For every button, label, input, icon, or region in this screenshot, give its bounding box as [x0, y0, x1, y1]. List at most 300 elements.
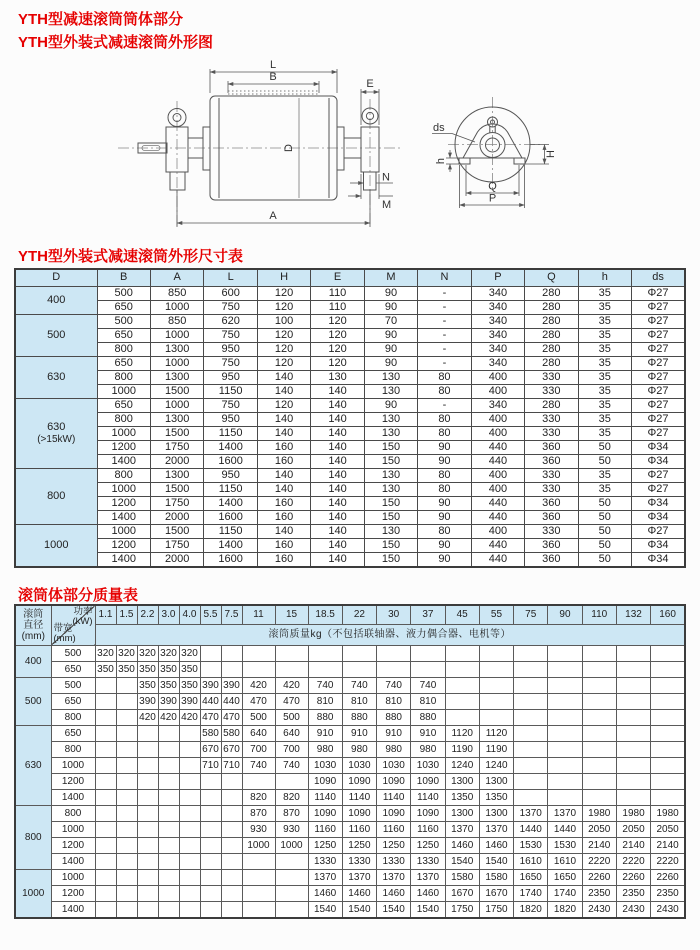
weight-table-row — [15, 677, 685, 693]
weight-value-cell — [582, 709, 616, 725]
dim-value-cell: 400 — [471, 412, 524, 426]
dim-value-cell: 35 — [578, 342, 631, 356]
weight-value-cell: 1650 — [514, 869, 548, 885]
weight-value-cell — [514, 741, 548, 757]
dim-label-L: L — [269, 59, 277, 71]
weight-value-cell — [445, 645, 479, 661]
weight-value-cell: 1300 — [479, 805, 513, 821]
dim-value-cell: 120 — [257, 398, 310, 412]
dim-value-cell: 2000 — [150, 510, 203, 524]
dim-table-row — [15, 440, 685, 454]
dim-value-cell: 130 — [364, 384, 417, 398]
weight-value-cell: 470 — [221, 709, 242, 725]
weight-value-cell — [548, 757, 582, 773]
bandwidth-cell: 800 — [51, 709, 95, 725]
dim-value-cell: 90 — [364, 342, 417, 356]
weight-value-cell: 910 — [342, 725, 376, 741]
weight-value-cell — [200, 661, 221, 677]
dim-label-ds: ds — [433, 122, 445, 134]
weight-value-cell — [221, 869, 242, 885]
weight-value-cell — [514, 693, 548, 709]
weight-value-cell: 1160 — [342, 821, 376, 837]
dim-value-cell: 330 — [525, 482, 578, 496]
bandwidth-cell: 1200 — [51, 837, 95, 853]
weight-value-cell: 320 — [158, 645, 179, 661]
bandwidth-cell: 650 — [51, 693, 95, 709]
weight-value-cell — [116, 773, 137, 789]
dim-value-cell: 140 — [311, 510, 364, 524]
weight-value-cell: 700 — [242, 741, 275, 757]
dim-column-header: D — [15, 269, 97, 286]
weight-value-cell — [116, 709, 137, 725]
dim-value-cell: 35 — [578, 468, 631, 482]
weight-value-cell — [179, 837, 200, 853]
dim-value-cell: 150 — [364, 496, 417, 510]
dim-value-cell: 50 — [578, 454, 631, 468]
weight-value-cell: 1030 — [377, 757, 411, 773]
weight-value-cell: 1370 — [377, 869, 411, 885]
dim-value-cell: 360 — [525, 538, 578, 552]
dim-table-row — [15, 328, 685, 342]
weight-value-cell: 740 — [308, 677, 342, 693]
dim-value-cell: 360 — [525, 454, 578, 468]
dim-value-cell: - — [418, 328, 471, 342]
weight-value-cell: 2350 — [582, 885, 616, 901]
weight-value-cell — [158, 837, 179, 853]
dim-value-cell: Φ34 — [632, 538, 685, 552]
weight-value-cell — [137, 853, 158, 869]
dim-value-cell: 130 — [364, 482, 417, 496]
dim-value-cell: 440 — [471, 496, 524, 510]
weight-value-cell — [275, 901, 308, 918]
weight-value-cell: 1530 — [514, 837, 548, 853]
drum-diameter-header-line: 直径 — [23, 619, 44, 631]
dim-value-cell: 500 — [97, 314, 150, 328]
weight-value-cell — [116, 789, 137, 805]
dim-value-cell: 90 — [364, 328, 417, 342]
weight-value-cell: 1460 — [479, 837, 513, 853]
dim-label-D: D — [283, 144, 295, 152]
bandwidth-cell: 650 — [51, 725, 95, 741]
weight-value-cell — [445, 661, 479, 677]
weight-value-cell — [242, 853, 275, 869]
dim-value-cell: 120 — [257, 328, 310, 342]
weight-value-cell: 390 — [158, 693, 179, 709]
dim-value-cell: 1400 — [204, 440, 257, 454]
weight-value-cell: 1540 — [445, 853, 479, 869]
weight-value-cell — [582, 725, 616, 741]
weight-value-cell — [651, 677, 685, 693]
weight-table-row — [15, 757, 685, 773]
dim-value-cell: 150 — [364, 538, 417, 552]
dim-value-cell: 130 — [311, 370, 364, 384]
dim-value-cell: 340 — [471, 342, 524, 356]
weight-value-cell: 1750 — [479, 901, 513, 918]
weight-value-cell — [95, 757, 116, 773]
weight-value-cell — [116, 885, 137, 901]
weight-value-cell: 670 — [200, 741, 221, 757]
dim-table-row — [15, 552, 685, 567]
dim-table-row — [15, 300, 685, 314]
weight-value-cell — [651, 645, 685, 661]
weight-value-cell — [200, 901, 221, 918]
weight-table-row — [15, 885, 685, 901]
weight-value-cell — [137, 741, 158, 757]
weight-value-cell: 390 — [221, 677, 242, 693]
weight-value-cell: 2050 — [616, 821, 650, 837]
weight-value-cell: 390 — [179, 693, 200, 709]
weight-value-cell: 1250 — [377, 837, 411, 853]
dim-value-cell: 1600 — [204, 510, 257, 524]
weight-value-cell: 500 — [275, 709, 308, 725]
dim-value-cell: 140 — [311, 468, 364, 482]
drum-diameter-cell: 630 — [15, 356, 97, 398]
weight-table-row — [15, 645, 685, 661]
dim-value-cell: 140 — [311, 496, 364, 510]
dim-value-cell: 50 — [578, 496, 631, 510]
dim-table-row — [15, 356, 685, 370]
dim-value-cell: 340 — [471, 286, 524, 300]
weight-value-cell: 1670 — [445, 885, 479, 901]
dim-table-row — [15, 510, 685, 524]
dim-value-cell: 500 — [97, 286, 150, 300]
power-column-header: 7.5 — [221, 605, 242, 624]
weight-table-row — [15, 693, 685, 709]
weight-value-cell — [377, 645, 411, 661]
weight-value-cell — [179, 869, 200, 885]
weight-value-cell: 1370 — [411, 869, 445, 885]
weight-value-cell: 1120 — [445, 725, 479, 741]
weight-value-cell — [95, 677, 116, 693]
dim-value-cell: 440 — [471, 510, 524, 524]
weight-value-cell: 1160 — [411, 821, 445, 837]
weight-value-cell: 1090 — [308, 805, 342, 821]
dim-label-M: M — [382, 199, 392, 211]
dim-value-cell: 120 — [311, 328, 364, 342]
dim-value-cell: Φ27 — [632, 286, 685, 300]
dim-value-cell: 90 — [364, 300, 417, 314]
weight-table-row — [15, 901, 685, 918]
weight-value-cell — [342, 645, 376, 661]
dim-value-cell: 440 — [471, 440, 524, 454]
weight-value-cell — [548, 789, 582, 805]
weight-value-cell — [179, 757, 200, 773]
weight-value-cell: 1190 — [479, 741, 513, 757]
weight-value-cell — [95, 821, 116, 837]
dim-value-cell: 140 — [257, 426, 310, 440]
weight-value-cell: 810 — [377, 693, 411, 709]
dim-column-header: E — [311, 269, 364, 286]
dim-value-cell: 400 — [471, 384, 524, 398]
dim-value-cell: 140 — [311, 482, 364, 496]
weight-value-cell: 1740 — [548, 885, 582, 901]
weight-value-cell — [200, 869, 221, 885]
power-column-header: 4.0 — [179, 605, 200, 624]
bandwidth-cell: 1000 — [51, 869, 95, 885]
dim-value-cell: 750 — [204, 356, 257, 370]
dim-table-row — [15, 398, 685, 412]
dim-value-cell: 650 — [97, 356, 150, 370]
weight-value-cell — [179, 901, 200, 918]
weight-value-cell: 2050 — [582, 821, 616, 837]
dim-value-cell: Φ34 — [632, 454, 685, 468]
dim-value-cell: 80 — [418, 370, 471, 384]
weight-value-cell: 1250 — [308, 837, 342, 853]
weight-value-cell: 980 — [377, 741, 411, 757]
weight-value-cell — [95, 901, 116, 918]
dim-value-cell: 90 — [364, 286, 417, 300]
weight-value-cell — [221, 885, 242, 901]
dim-value-cell: 1500 — [150, 426, 203, 440]
weight-value-cell: 1030 — [342, 757, 376, 773]
dim-value-cell: Φ27 — [632, 370, 685, 384]
weight-value-cell — [514, 757, 548, 773]
dim-value-cell: 35 — [578, 286, 631, 300]
weight-value-cell: 2260 — [651, 869, 685, 885]
weight-value-cell: 1610 — [514, 853, 548, 869]
weight-value-cell — [616, 645, 650, 661]
weight-value-cell — [95, 869, 116, 885]
weight-value-cell — [616, 757, 650, 773]
dim-table-row — [15, 454, 685, 468]
weight-value-cell — [179, 789, 200, 805]
dim-value-cell: 400 — [471, 370, 524, 384]
dim-value-cell: 850 — [150, 286, 203, 300]
weight-value-cell — [548, 725, 582, 741]
weight-value-cell — [651, 725, 685, 741]
weight-value-cell: 910 — [308, 725, 342, 741]
weight-value-cell: 910 — [377, 725, 411, 741]
dim-value-cell: 130 — [364, 426, 417, 440]
dim-value-cell: 650 — [97, 398, 150, 412]
dim-value-cell: 1750 — [150, 440, 203, 454]
dim-value-cell: 80 — [418, 468, 471, 482]
dim-value-cell: 1000 — [97, 524, 150, 538]
dim-value-cell: 600 — [204, 286, 257, 300]
dim-value-cell: Φ27 — [632, 300, 685, 314]
weight-value-cell: 740 — [342, 677, 376, 693]
weight-value-cell — [221, 773, 242, 789]
dim-value-cell: 440 — [471, 454, 524, 468]
weight-value-cell — [137, 821, 158, 837]
dim-value-cell: 280 — [525, 356, 578, 370]
dim-value-cell: Φ27 — [632, 412, 685, 426]
dim-value-cell: 280 — [525, 398, 578, 412]
weight-value-cell: 740 — [411, 677, 445, 693]
dim-value-cell: 340 — [471, 398, 524, 412]
dim-value-cell: 1500 — [150, 384, 203, 398]
weight-value-cell — [616, 677, 650, 693]
weight-value-cell — [221, 853, 242, 869]
dim-value-cell: 120 — [257, 286, 310, 300]
weight-value-cell — [548, 709, 582, 725]
dim-value-cell: 90 — [364, 356, 417, 370]
weight-value-cell: 870 — [242, 805, 275, 821]
weight-value-cell — [479, 661, 513, 677]
weight-value-cell: 740 — [275, 757, 308, 773]
power-bandwidth-corner-cell — [51, 605, 95, 645]
weight-value-cell — [137, 901, 158, 918]
weight-value-cell: 880 — [377, 709, 411, 725]
drum-diameter-header-line: (mm) — [21, 630, 45, 642]
dim-value-cell: Φ27 — [632, 328, 685, 342]
dim-value-cell: - — [418, 398, 471, 412]
dim-value-cell: 400 — [471, 468, 524, 482]
weight-value-cell: 440 — [221, 693, 242, 709]
weight-value-cell — [582, 661, 616, 677]
weight-value-cell: 2140 — [651, 837, 685, 853]
weight-value-cell — [221, 821, 242, 837]
dim-table-row — [15, 370, 685, 384]
weight-value-cell: 810 — [342, 693, 376, 709]
weight-value-cell — [651, 709, 685, 725]
weight-value-cell — [445, 693, 479, 709]
weight-value-cell: 1300 — [445, 805, 479, 821]
weight-value-cell: 1330 — [308, 853, 342, 869]
weight-value-cell — [479, 677, 513, 693]
dim-value-cell: 50 — [578, 552, 631, 567]
weight-value-cell — [200, 885, 221, 901]
dim-value-cell: 90 — [418, 454, 471, 468]
dim-value-cell: 800 — [97, 412, 150, 426]
weight-value-cell — [651, 757, 685, 773]
weight-subheader: 滚筒质量kg（不包括联轴器、液力偶合器、电机等） — [95, 624, 685, 645]
weight-value-cell: 700 — [275, 741, 308, 757]
weight-value-cell — [95, 837, 116, 853]
weight-value-cell — [95, 709, 116, 725]
weight-value-cell — [479, 709, 513, 725]
drum-diameter-cell: 800 — [15, 805, 51, 869]
dim-value-cell: 35 — [578, 356, 631, 370]
dim-label-A: A — [269, 210, 277, 222]
dim-value-cell: 140 — [311, 426, 364, 440]
weight-value-cell — [582, 741, 616, 757]
weight-value-cell: 320 — [95, 645, 116, 661]
weight-table-row — [15, 837, 685, 853]
dim-value-cell: 140 — [311, 454, 364, 468]
dim-value-cell: 1150 — [204, 426, 257, 440]
dim-table-row — [15, 314, 685, 328]
dim-value-cell: 120 — [257, 300, 310, 314]
dim-column-header: H — [257, 269, 310, 286]
weight-value-cell — [242, 885, 275, 901]
dim-value-cell: 330 — [525, 524, 578, 538]
weight-value-cell — [95, 885, 116, 901]
dim-table-row — [15, 426, 685, 440]
dim-value-cell: 35 — [578, 314, 631, 328]
weight-table-row — [15, 805, 685, 821]
dim-value-cell: 150 — [364, 440, 417, 454]
weight-value-cell — [179, 853, 200, 869]
weight-value-cell: 820 — [275, 789, 308, 805]
weight-value-cell: 350 — [95, 661, 116, 677]
dim-value-cell: 90 — [364, 398, 417, 412]
dim-value-cell: 1000 — [97, 426, 150, 440]
weight-value-cell: 1330 — [377, 853, 411, 869]
weight-value-cell: 820 — [242, 789, 275, 805]
power-column-header: 30 — [377, 605, 411, 624]
dim-value-cell: 150 — [364, 454, 417, 468]
weight-value-cell — [275, 869, 308, 885]
weight-value-cell: 1540 — [411, 901, 445, 918]
weight-value-cell: 580 — [200, 725, 221, 741]
weight-value-cell: 1580 — [479, 869, 513, 885]
dim-value-cell: 400 — [471, 426, 524, 440]
weight-value-cell: 1370 — [514, 805, 548, 821]
dim-value-cell: 330 — [525, 370, 578, 384]
weight-value-cell — [616, 725, 650, 741]
weight-value-cell: 1030 — [308, 757, 342, 773]
weight-value-cell: 1250 — [342, 837, 376, 853]
dim-value-cell: 1150 — [204, 384, 257, 398]
dim-value-cell: 80 — [418, 426, 471, 440]
weight-value-cell — [342, 661, 376, 677]
power-column-header: 1.5 — [116, 605, 137, 624]
bandwidth-cell: 1000 — [51, 757, 95, 773]
weight-value-cell — [377, 661, 411, 677]
weight-value-cell — [242, 869, 275, 885]
dim-value-cell: 140 — [311, 412, 364, 426]
dim-value-cell: 160 — [257, 552, 310, 567]
dim-value-cell: Φ34 — [632, 496, 685, 510]
dim-value-cell: 35 — [578, 482, 631, 496]
dim-value-cell: 160 — [257, 538, 310, 552]
weight-value-cell: 1440 — [548, 821, 582, 837]
dim-value-cell: 90 — [418, 552, 471, 567]
weight-value-cell — [242, 661, 275, 677]
weight-table-subheader-row — [15, 624, 685, 645]
weight-value-cell: 810 — [308, 693, 342, 709]
weight-value-cell: 1140 — [342, 789, 376, 805]
dim-value-cell: Φ34 — [632, 510, 685, 524]
weight-value-cell — [116, 757, 137, 773]
weight-value-cell: 390 — [137, 693, 158, 709]
weight-value-cell — [158, 741, 179, 757]
dim-value-cell: 1500 — [150, 524, 203, 538]
weight-value-cell: 390 — [200, 677, 221, 693]
dim-label-H: H — [545, 150, 557, 158]
weight-value-cell: 1580 — [445, 869, 479, 885]
dim-value-cell: 1150 — [204, 482, 257, 496]
weight-value-cell — [158, 885, 179, 901]
weight-value-cell — [221, 645, 242, 661]
weight-value-cell: 1370 — [479, 821, 513, 837]
weight-table-row — [15, 741, 685, 757]
dim-value-cell: 1200 — [97, 440, 150, 454]
weight-value-cell — [616, 741, 650, 757]
weight-value-cell: 1350 — [445, 789, 479, 805]
weight-value-cell: 1250 — [411, 837, 445, 853]
weight-value-cell — [221, 805, 242, 821]
dim-value-cell: 1400 — [204, 496, 257, 510]
weight-value-cell — [200, 805, 221, 821]
bandwidth-header-line: (mm) — [53, 632, 76, 644]
dim-value-cell: 1300 — [150, 342, 203, 356]
power-header-line: 功率 — [73, 606, 93, 617]
dim-value-cell: 160 — [257, 440, 310, 454]
dim-value-cell: 70 — [364, 314, 417, 328]
bandwidth-header — [54, 624, 76, 644]
dim-value-cell: 340 — [471, 328, 524, 342]
weight-value-cell: 1190 — [445, 741, 479, 757]
weight-value-cell: 1300 — [445, 773, 479, 789]
dim-value-cell: 90 — [418, 510, 471, 524]
dim-value-cell: - — [418, 342, 471, 356]
dim-value-cell: 950 — [204, 412, 257, 426]
weight-value-cell — [582, 677, 616, 693]
dim-value-cell: 1300 — [150, 412, 203, 426]
dim-column-header: h — [578, 269, 631, 286]
